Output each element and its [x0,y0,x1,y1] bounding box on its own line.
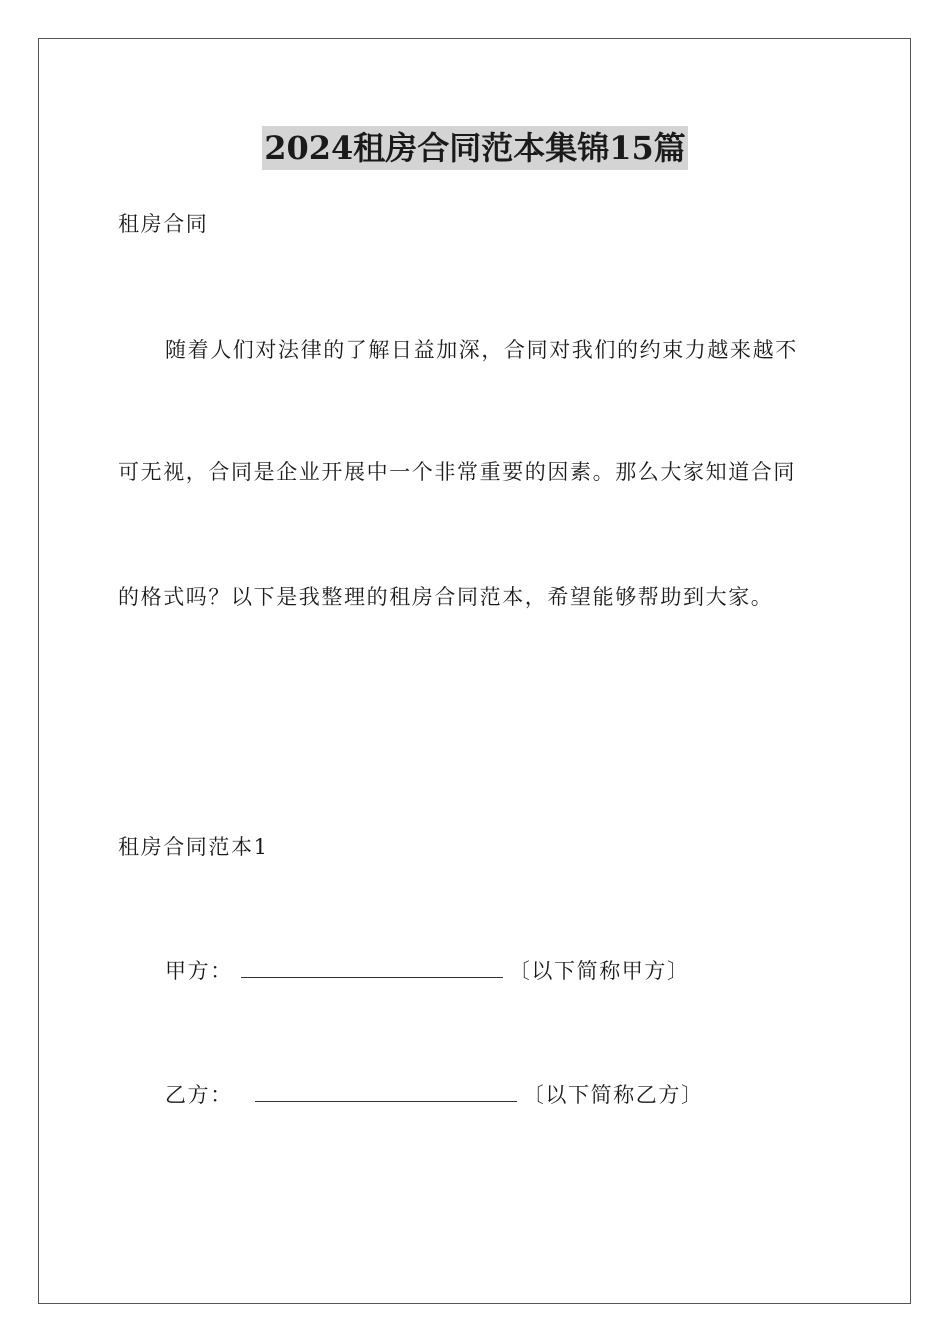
party-a-blank-line [241,957,503,978]
intro-line-1: 随着人们对法律的了解日益加深，合同对我们的约束力越来越不 [165,338,798,362]
intro-line-3: 的格式吗？以下是我整理的租房合同范本，希望能够帮助到大家。 [118,585,774,609]
document-title: 2024租房合同范本集锦15篇 [262,126,688,170]
party-b-blank-line [255,1081,517,1102]
party-b-row [165,1080,704,1110]
party-b-note: 〔以下简称乙方〕 [522,1083,704,1107]
party-a-note: 〔以下简称甲方〕 [508,959,690,983]
sample-heading: 租房合同范本1 [118,835,269,859]
title-container [0,126,950,170]
party-a-label: 甲方： [165,959,233,983]
party-b-label: 乙方： [165,1083,233,1107]
party-a-row [165,956,690,986]
intro-line-2: 可无视，合同是企业开展中一个非常重要的因素。那么大家知道合同 [118,460,796,484]
section-heading: 租房合同 [118,212,209,236]
